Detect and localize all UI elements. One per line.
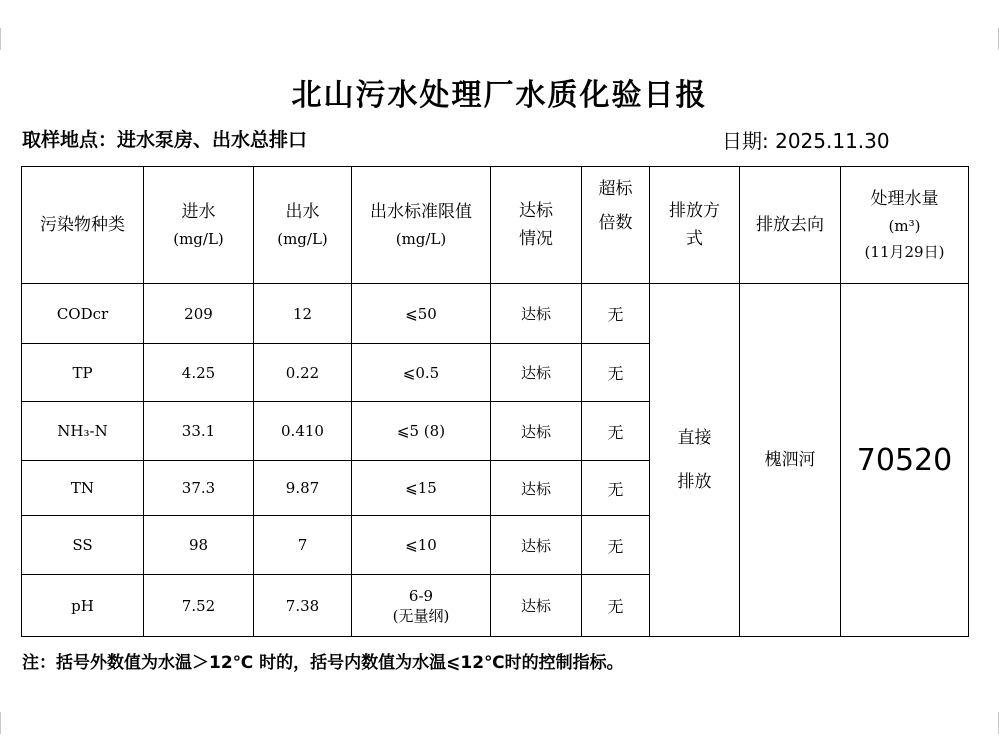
limit-value: 6-9 <box>408 586 434 605</box>
header-effluent-label: 出水 <box>285 202 320 222</box>
header-status <box>491 167 582 284</box>
status-cell: 达标 <box>491 344 582 402</box>
exceed-cell: 无 <box>582 575 650 637</box>
report-title: 北山污水处理厂水质化验日报 <box>291 78 708 113</box>
header-volume-date: (11月29日) <box>864 243 945 261</box>
effluent-cell: 12 <box>254 284 352 344</box>
status-cell: 达标 <box>491 284 582 344</box>
exceed-cell: 无 <box>582 516 650 575</box>
header-limit-label: 出水标准限值 <box>370 202 472 222</box>
exceed-cell: 无 <box>582 461 650 516</box>
exceed-cell: 无 <box>582 344 650 402</box>
sampling-location: 取样地点：进水泵房、出水总排口 <box>22 129 308 151</box>
discharge-destination-cell: 槐泗河 <box>740 284 841 637</box>
influent-cell: 4.25 <box>144 344 254 402</box>
header-status-line2: 情况 <box>519 229 553 249</box>
influent-cell: 7.52 <box>144 575 254 637</box>
effluent-cell: 9.87 <box>254 461 352 516</box>
header-volume-label: 处理水量 <box>870 189 939 209</box>
page-corner-mark <box>0 28 3 50</box>
header-exceed-line1: 超标 <box>598 179 633 199</box>
status-cell: 达标 <box>491 461 582 516</box>
pollutant-cell: CODcr <box>22 284 144 344</box>
header-method-line1: 排放方 <box>669 201 720 221</box>
pollutant-cell: NH₃-N <box>22 402 144 461</box>
influent-cell: 98 <box>144 516 254 575</box>
header-effluent-unit: (mg/L) <box>277 230 328 248</box>
header-exceed-line2: 倍数 <box>598 213 633 233</box>
header-influent <box>144 167 254 284</box>
limit-cell: ⩽50 <box>352 284 491 344</box>
status-cell: 达标 <box>491 575 582 637</box>
pollutant-cell: pH <box>22 575 144 637</box>
status-cell: 达标 <box>491 516 582 575</box>
influent-cell: 37.3 <box>144 461 254 516</box>
discharge-method-line1: 直接 <box>677 428 712 448</box>
page-corner-mark <box>0 712 3 734</box>
exceed-cell: 无 <box>582 284 650 344</box>
water-quality-table <box>21 166 969 637</box>
footnote: 注：括号外数值为水温＞12℃ 时的，括号内数值为水温⩽12℃时的控制指标。 <box>22 653 624 673</box>
influent-cell: 209 <box>144 284 254 344</box>
header-influent-label: 进水 <box>181 202 216 222</box>
limit-cell <box>352 575 491 637</box>
header-effluent <box>254 167 352 284</box>
treated-volume-cell: 70520 <box>841 284 969 637</box>
header-influent-unit: (mg/L) <box>173 230 224 248</box>
influent-cell: 33.1 <box>144 402 254 461</box>
limit-note: (无量纲) <box>392 606 450 625</box>
status-cell: 达标 <box>491 402 582 461</box>
pollutant-cell: TP <box>22 344 144 402</box>
effluent-cell: 7.38 <box>254 575 352 637</box>
exceed-cell: 无 <box>582 402 650 461</box>
pollutant-cell: SS <box>22 516 144 575</box>
header-volume-unit: (m³) <box>888 217 921 235</box>
header-method-line2: 式 <box>686 229 703 249</box>
report-date: 日期: 2025.11.30 <box>722 129 890 153</box>
header-status-line1: 达标 <box>519 201 553 221</box>
header-exceed <box>582 167 650 284</box>
discharge-method-line2: 排放 <box>677 472 712 492</box>
limit-cell: ⩽0.5 <box>352 344 491 402</box>
discharge-method-cell <box>650 284 740 637</box>
limit-cell: ⩽15 <box>352 461 491 516</box>
header-method <box>650 167 740 284</box>
effluent-cell: 0.410 <box>254 402 352 461</box>
limit-cell: ⩽10 <box>352 516 491 575</box>
header-row <box>22 167 969 284</box>
header-limit-unit: (mg/L) <box>395 230 447 248</box>
pollutant-cell: TN <box>22 461 144 516</box>
header-limit <box>352 167 491 284</box>
header-destination: 排放去向 <box>740 167 841 284</box>
limit-cell: ⩽5 (8) <box>352 402 491 461</box>
header-pollutant: 污染物种类 <box>22 167 144 284</box>
effluent-cell: 7 <box>254 516 352 575</box>
table-row <box>22 284 969 344</box>
effluent-cell: 0.22 <box>254 344 352 402</box>
header-volume <box>841 167 969 284</box>
